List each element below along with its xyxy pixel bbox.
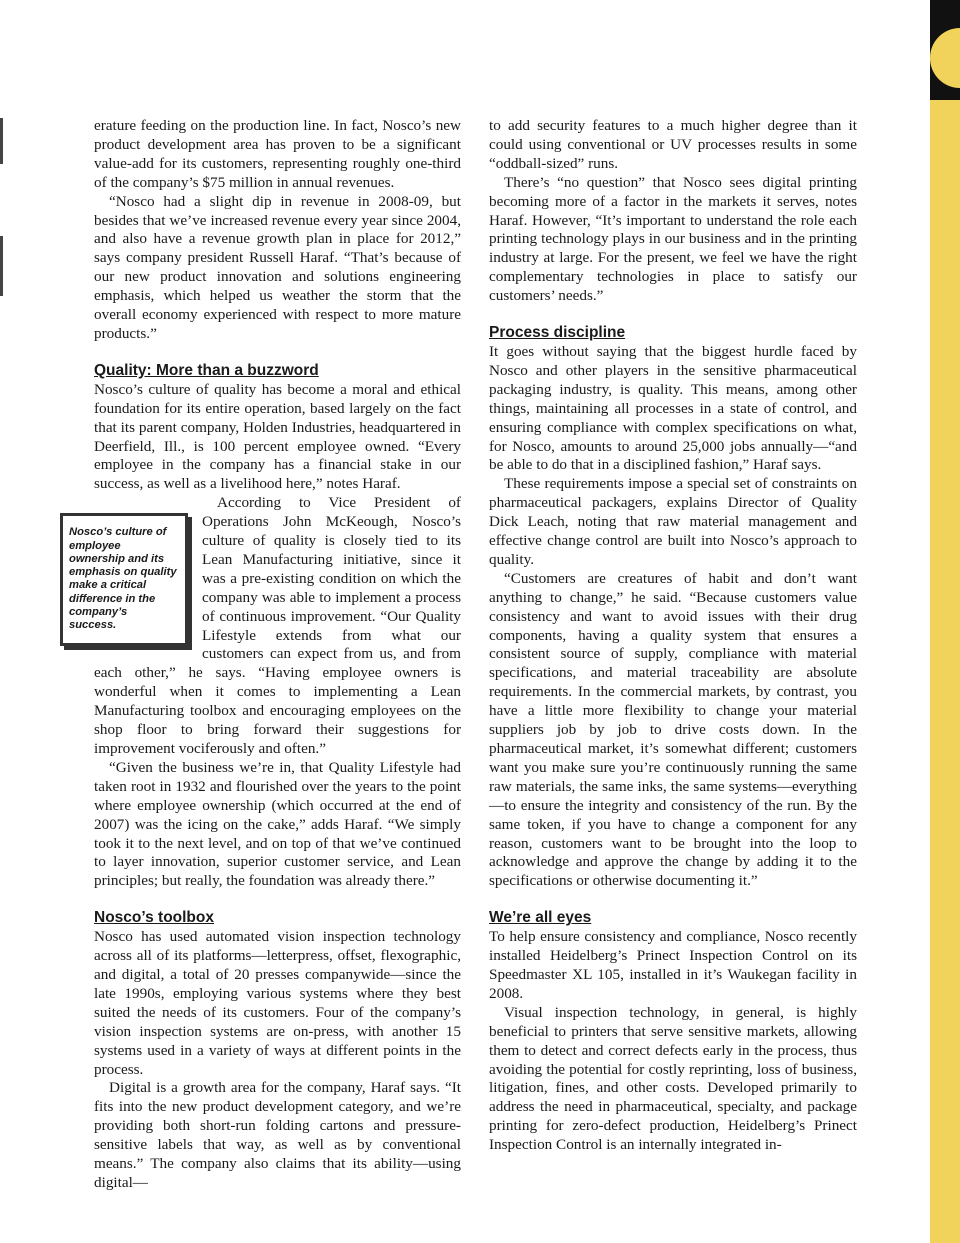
section-heading-eyes: We’re all eyes bbox=[489, 909, 592, 927]
paragraph: There’s “no question” that Nosco sees digital printing becoming more of a factor in the markets it serves, notes Haraf. However, “It’s important to understand the role each printing technology plays in our business and in the printing industry at large. For the present, we feel we have the right complementary technologies in place to satisfy our customers’ needs.” bbox=[489, 173, 857, 305]
paragraph: “Customers are creatures of habit and don’t want anything to change,” he said. “Because customers value consistency and want to avoid issues with their drug components, having a quality system that ensures a consistent source of supply, compliance with material specifications, and material traceability are absolute requirements. In the commercial markets, by contrast, you have a little more flexibility to change your material suppliers job by job to drive costs down. In the pharmaceutical market, it’s somewhat different; customers want you make sure you’re continuously running the same raw materials, the same inks, the same systems—everything—to ensure the integrity and consistency of the run. By the same token, if you have to change a component for any reason, customers want to be brought into the loop to acknowledge and approve the change by adding it to the specifications or otherwise documenting it.” bbox=[489, 569, 857, 890]
paragraph: to add security features to a much higher degree than it could using conventional or UV processes results in some “oddball-sized” runs. bbox=[489, 117, 857, 172]
binding-edge-mark bbox=[0, 236, 3, 296]
section-heading-quality: Quality: More than a buzzword bbox=[94, 361, 319, 379]
binding-edge-mark bbox=[0, 118, 3, 164]
paragraph: It goes without saying that the biggest hurdle faced by Nosco and other players in the sensitive pharmaceutical packaging industry, is quality. This means, among other things, maintaining all processes in a state of control, and ensuring compliance with complex specifications on what, for Nosco, amounts to around 25,000 jobs annually—“and be able to do that in a disciplined fashion,” Haraf says. bbox=[489, 342, 857, 474]
paragraph: “Nosco had a slight dip in revenue in 2008-09, but besides that we’ve increased revenue every year since 2004, and also have a revenue growth plan in place for 2012,” says company president Russell Haraf. “That’s because of our new product innovation and solutions engineering emphasis, which helped us weather the storm that the overall economy experienced with respect to more mature products.” bbox=[94, 192, 461, 342]
pull-quote: Nosco’s culture of employee ownership and its emphasis on quality make a critical difference in the company’s success. bbox=[60, 513, 188, 645]
edge-tab-yellow bbox=[930, 100, 960, 1243]
paragraph: According to Vice President of Operations John McKeough, Nosco’s culture of quality is closely tied to its Lean Manufacturing initiative, since it was a pre-existing condition on which the company was able to implement a process of continuous improvement. “Our Quality Lifestyle extends from what our customers can expect from us, and from each other,” he says. “Having employee owners is wonderful when it comes to implementing a Lean Manufacturing toolbox and encouraging employees on the shop floor to bring forward their suggestions for improvement vociferously and often.” bbox=[94, 494, 461, 757]
paragraph: These requirements impose a special set of constraints on pharmaceutical packagers, explains Director of Quality Dick Leach, noting that raw material management and effective change control are built into Nosco’s approach to quality. bbox=[489, 475, 857, 568]
section-heading-toolbox: Nosco’s toolbox bbox=[94, 909, 214, 927]
right-column bbox=[489, 117, 857, 1155]
paragraph: “Given the business we’re in, that Quality Lifestyle had taken root in 1932 and flourished over the years to the point where employee ownership (which occurred at the end of 2007) was the icing on the cake,” adds Haraf. “We simply took it to the next level, and on top of that we’ve continued to layer innovation, superior customer service, and Lean principles; but really, the foundation was already there.” bbox=[94, 758, 461, 890]
paragraph: erature feeding on the production line. In fact, Nosco’s new product development area has proven to be a significant value-add for its customers, representing roughly one-third of the company’s $75 million in annual revenues. bbox=[94, 117, 461, 191]
section-heading-process: Process discipline bbox=[489, 324, 626, 342]
paragraph: Nosco has used automated vision inspection technology across all of its platforms—letterpress, offset, flexographic, and digital, a total of 20 presses companywide—since the late 1990s, employing various systems where they best suited the needs of its customers. Four of the company’s vision inspection systems are on-press, with another 15 systems used in a variety of ways at different points in the process. bbox=[94, 928, 461, 1078]
paragraph: To help ensure consistency and compliance, Nosco recently installed Heidelberg’s Prinect Inspection Control on its Speedmaster XL 105, installed in it’s Waukegan facility in 2008. bbox=[489, 928, 857, 1002]
paragraph: Nosco’s culture of quality has become a moral and ethical foundation for its entire operation, based largely on the fact that its parent company, Holden Industries, headquartered in Deerfield, Ill., is 100 percent employee owned. “Every employee in the company has a financial stake in our success, as well as a livelihood here,” notes Haraf. bbox=[94, 380, 461, 493]
left-column bbox=[69, 117, 461, 1193]
paragraph: Digital is a growth area for the company, Haraf says. “It fits into the new product development category, and we’re providing both short-run folding cartons and pressure-sensitive labels that way, as well as by conventional means.” The company also claims that its ability—using digital— bbox=[94, 1079, 461, 1191]
paragraph: Visual inspection technology, in general, is highly beneficial to printers that serve sensitive markets, allowing them to detect and correct defects early in the process, thus avoiding the potential for costly reprinting, loss of business, litigation, fines, and other costs. Developed primarily to address the need in pharmaceutical, specialty, and package printing for zero-defect production, Heidelberg’s Prinect Inspection Control is an internally integrated in- bbox=[489, 1003, 857, 1154]
pullquote-flow bbox=[69, 494, 461, 891]
